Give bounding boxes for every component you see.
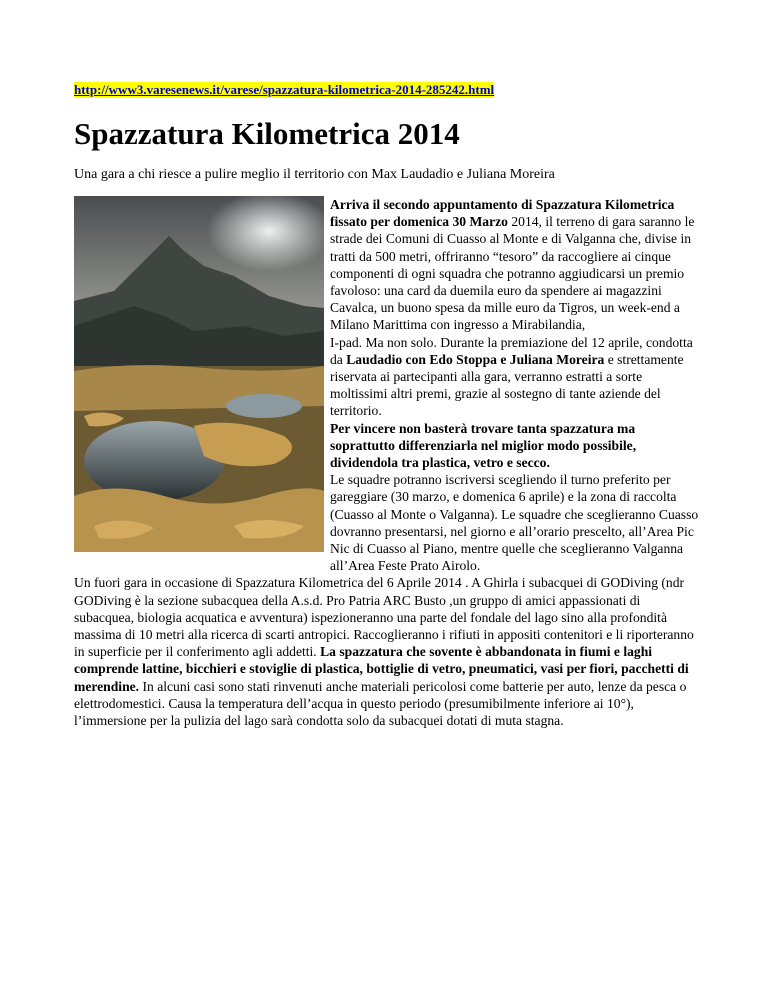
paragraph-5-text: Un fuori gara in occasione di Spazzatura Kilometrica del 6 Aprile 2014 . A Ghirla i subacquei di GODiving (ndr GODiving è la sezione subacquea della A.s.d. Pro Patria ARC Busto ,un gruppo di amici appassionati di subacquea, biologia acquatica e avventura) ispezioneranno una parte del fondale del lago sino alla profondità massima di 10 metri alla ricerca di scarti antropici. Raccoglieranno i rifiuti in appositi contenitori e li riporteranno in superficie per il conferimento agli addetti. (74, 575, 694, 660)
paragraph-5-text-rest: In alcuni casi sono stati rinvenuti anche materiali pericolosi come batterie per auto, lenze da pesca o elettrodomestici. Causa la temperatura dell’acqua in questo periodo (presumibilmente inferiore ai 10°), l’immersione per la pulizia del lago sarà condotta solo da subacquei dotati di muta stagna. (74, 678, 687, 729)
paragraph-4: Le squadre potranno iscriversi scegliendo il turno preferito per gareggiare (30 marzo, e domenica 6 aprile) e la zona di raccolta (Cuasso al Monte o Valganna). Le squadre che sceglieranno Cuasso dovranno presentarsi, nel giorno e all’orario prescelto, all’Area Pic Nic di Cuasso al Piano, mentre quelle che sceglieranno Valganna all’Area Feste Prato Airolo. (330, 472, 699, 574)
paragraph-5 (74, 574, 699, 729)
paragraph-3-bold: Per vincere non basterà trovare tanta spazzatura ma soprattutto differenziarla nel miglior modo possibile, dividendola tra plastica, vetro e secco. (330, 420, 637, 471)
paragraph-2-bold: Laudadio con Edo Stoppa e Juliana Moreira (346, 351, 605, 367)
paragraph-1-text: 2014, il terreno di gara saranno le strade dei Comuni di Cuasso al Monte e di Valganna che, divise in tratti da 500 metri, offriranno “tesoro” da raccogliere ai cinque componenti di ogni squadra che potranno aggiudicarsi un premio favoloso: una card da duemila euro da spendere ai magazzini Cavalca, un buono spesa da mille euro da Tigros, un week-end a Milano Marittima con ingresso a Mirabilandia, (330, 214, 695, 333)
article-subtitle: Una gara a chi riesce a pulire meglio il territorio con Max Laudadio e Juliana Moreira (74, 167, 555, 182)
paragraph-2-text: I-pad. Ma non solo. Durante la premiazione del 12 aprile, condotta da (330, 334, 693, 367)
source-link[interactable]: http://www3.varesenews.it/varese/spazzatura-kilometrica-2014-285242.html (74, 82, 495, 97)
paragraph-5-bold: La spazzatura che sovente è abbandonata in fiumi e laghi comprende lattine, bicchieri e stoviglie di plastica, bottiglie di vetro, pneumatici, vasi per fiori, pacchetti di merendine. (74, 644, 689, 694)
article-body (74, 196, 699, 729)
paragraph-2-text-rest: e strettamente riservata ai partecipanti alla gara, verranno estratti a sorte moltissimi altri premi, grazie al sostegno di tante aziende del territorio. (330, 351, 684, 419)
article-title: Spazzatura Kilometrica 2014 (74, 116, 460, 151)
paragraph-1-bold: Arriva il secondo appuntamento di Spazzatura Kilometrica fissato per domenica 30 Marzo (330, 197, 675, 230)
